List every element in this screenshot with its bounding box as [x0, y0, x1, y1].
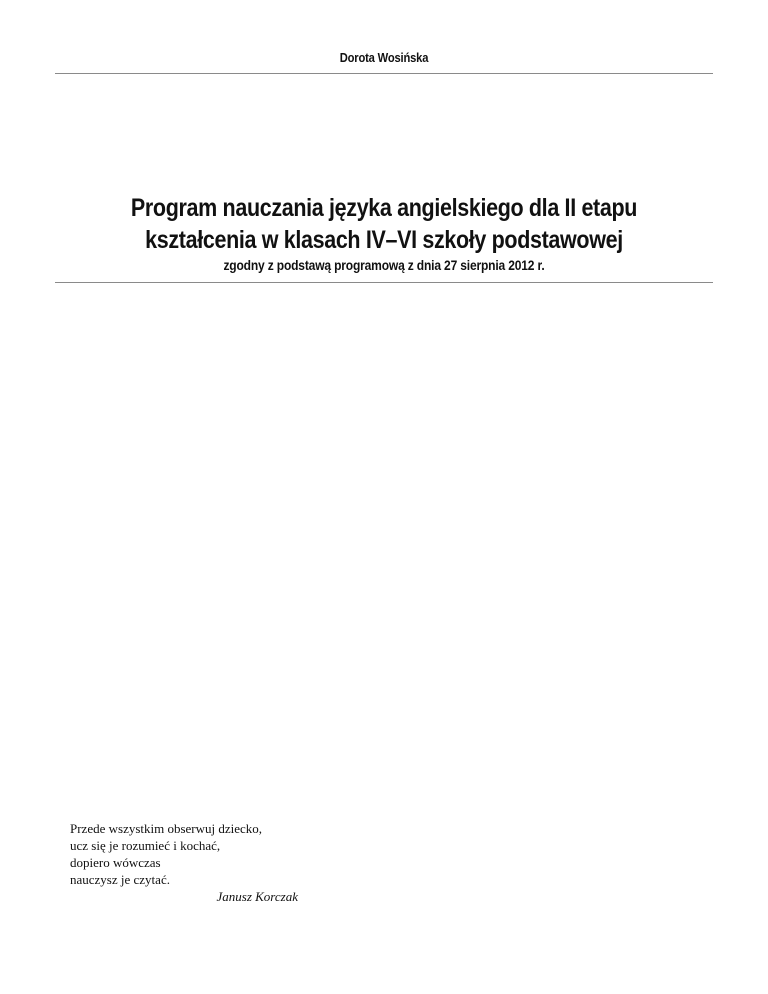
title-line-1: Program nauczania języka angielskiego dla II etapu: [130, 194, 638, 222]
epigraph-line-1: Przede wszystkim obserwuj dziecko,: [70, 821, 263, 836]
author-name: Dorota Wosińska: [339, 50, 429, 65]
epigraph-quote: [70, 820, 310, 905]
epigraph-line-3: dopiero wówczas: [70, 855, 161, 870]
epigraph-line-2: ucz się je rozumieć i kochać,: [70, 838, 221, 853]
bottom-divider: [55, 282, 713, 283]
epigraph-attribution: Janusz Korczak: [216, 889, 298, 904]
document-subtitle: zgodny z podstawą programową z dnia 27 sierpnia 2012 r.: [223, 257, 545, 273]
epigraph-line-4: nauczysz je czytać.: [70, 872, 170, 887]
title-line-2: kształcenia w klasach IV–VI szkoły podstawowej: [145, 226, 623, 254]
document-title: [101, 192, 667, 256]
top-divider: [55, 73, 713, 74]
